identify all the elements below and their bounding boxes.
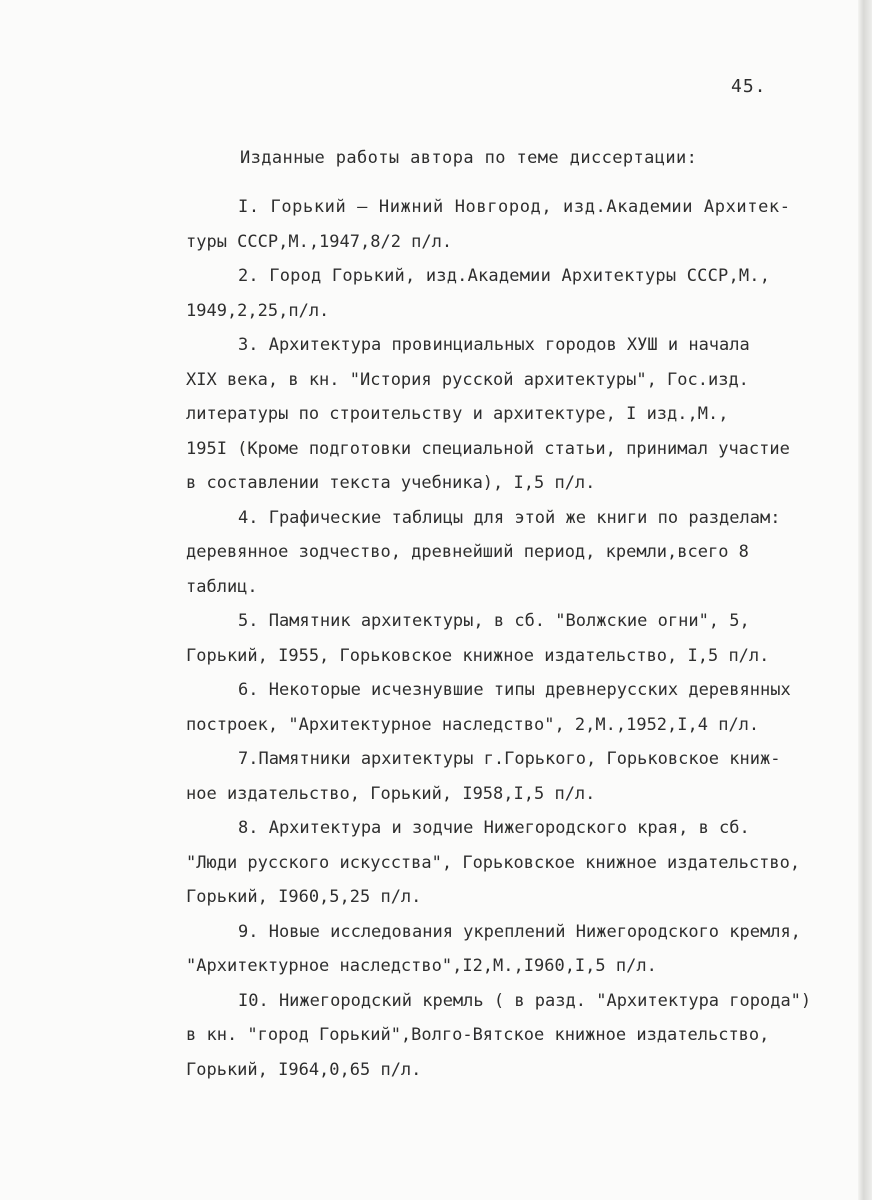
bibliography-entry-10 [186,984,836,1088]
entry-line: ное издательство, Горький, I958,I,5 п/л. [186,783,596,804]
bibliography-entry-5 [186,604,836,673]
entry-line: 2. Город Горький, изд.Академии Архитектуры СССР,М., [238,266,771,286]
bibliography-entry-3 [186,328,836,501]
entry-line: 195I (Кроме подготовки специальной статьи, принимал участие [186,438,790,459]
entry-line: I. Горький – Нижний Новгород, изд.Академии Архитек- [238,197,791,217]
entry-line: 3. Архитектура провинциальных городов ХУШ и начала [238,335,750,355]
bibliography-entry-4 [186,501,836,605]
bibliography-entry-7 [186,742,836,811]
entry-line: 9. Новые исследования укреплений Нижегородского кремля, [238,921,801,942]
entry-line: деревянное зодчество, древнейший период, кремли,всего 8 [186,542,749,562]
bibliography-entry-2 [186,259,836,328]
entry-line: туры СССР,М.,1947,8/2 п/л. [186,231,453,252]
entry-line: 7.Памятники архитектуры г.Горького, Горьковское книж- [238,749,781,769]
entry-line: 4. Графические таблицы для этой же книги по разделам: [238,507,781,528]
entry-line: в составлении текста учебника), I,5 п/л. [186,473,596,493]
entry-line: 1949,2,25,п/л. [186,300,330,321]
entry-line: 6. Некоторые исчезнувшие типы древнерусских деревянных [238,680,791,700]
bibliography-list [186,190,836,1087]
entry-line: построек, "Архитектурное наследство", 2,М.,1952,I,4 п/л. [186,714,760,735]
section-heading: Изданные работы автора по теме диссертации: [240,148,698,168]
bibliography-entry-6 [186,673,836,742]
page-number: 45. [731,76,767,97]
entry-line: таблиц. [186,576,258,597]
entry-line: литературы по строительству и архитектуре, I изд.,М., [186,404,729,424]
entry-line: Горький, I955, Горьковское книжное издательство, I,5 п/л. [186,645,770,666]
bibliography-entry-8 [186,811,836,915]
entry-line: 5. Памятник архитектуры, в сб. "Волжские огни", 5, [238,611,750,631]
entry-line: XIX века, в кн. "История русской архитектуры", Гос.изд. [186,369,749,390]
entry-line: Горький, I960,5,25 п/л. [186,887,422,907]
bibliography-entry-1 [186,190,836,259]
entry-line: "Архитектурное наследство",I2,М.,I960,I,5 п/л. [186,956,657,976]
entry-line: "Люди русского искусства", Горьковское книжное издательство, [186,852,801,873]
entry-line: Горький, I964,0,65 п/л. [186,1059,422,1080]
entry-line: 8. Архитектура и зодчие Нижегородского края, в сб. [238,818,750,838]
page-edge-shadow [858,0,872,1200]
entry-line: в кн. "город Горький",Волго-Вятское книжное издательство, [186,1025,770,1045]
bibliography-entry-9 [186,915,836,984]
entry-line: I0. Нижегородский кремль ( в разд. "Архитектура города") [238,990,812,1011]
